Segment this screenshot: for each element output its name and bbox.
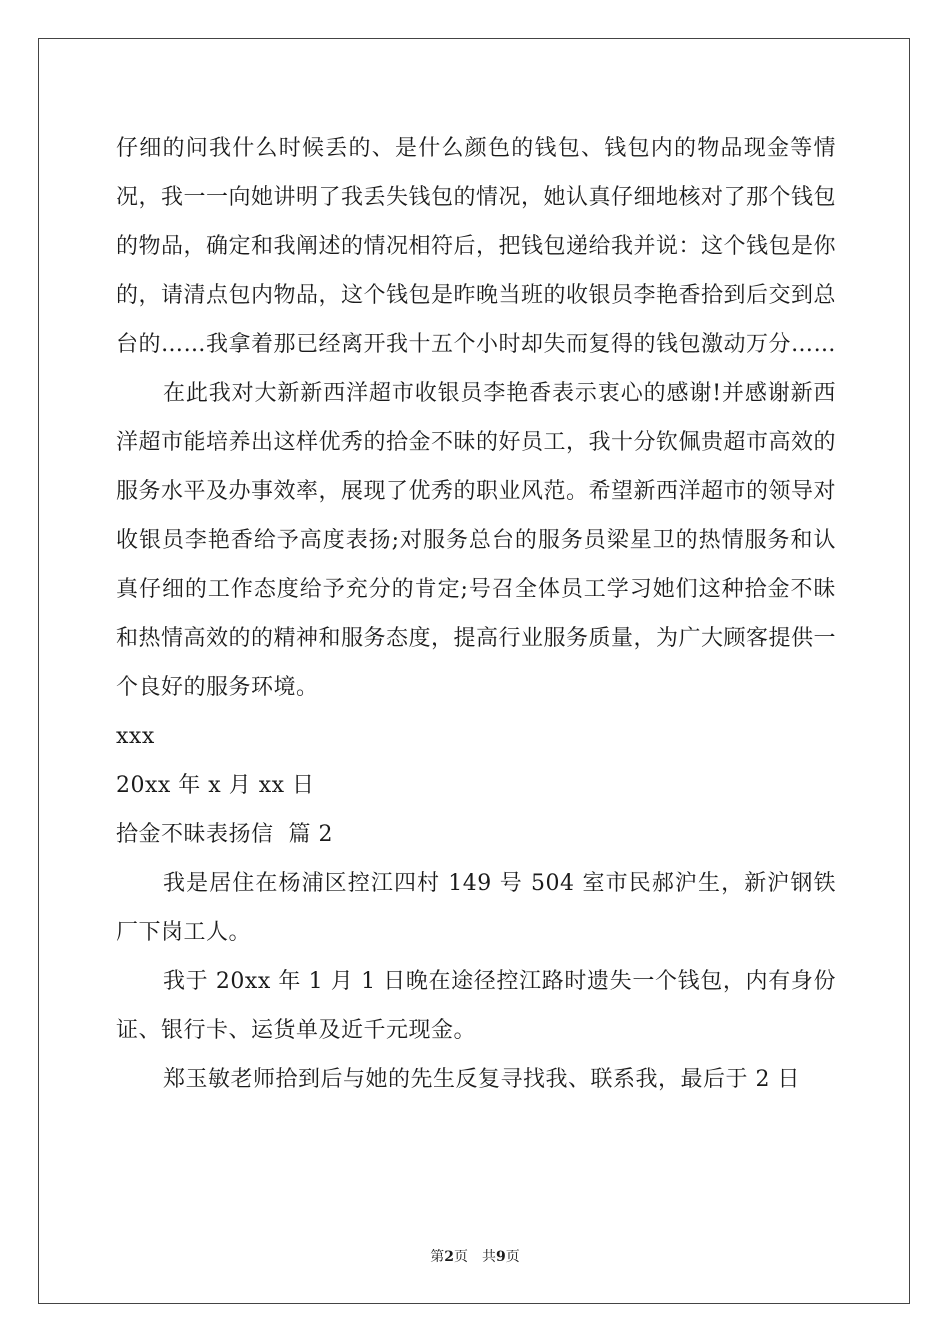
signature: xxx	[116, 724, 155, 749]
paragraph-found: 郑玉敏老师拾到后与她的先生反复寻找我、联系我，最后于 2 日	[163, 1067, 800, 1092]
document-body	[116, 124, 836, 1104]
page-prefix: 第	[430, 1249, 445, 1265]
total-pages: 9	[496, 1249, 506, 1265]
paragraph-intro: 我是居住在杨浦区控江四村 149 号 504 室市民郝沪生，新沪钢铁厂下岗工人。	[116, 871, 836, 945]
section-title: 拾金不昧表扬信 篇 2	[116, 822, 333, 847]
paragraph-continued: 仔细的问我什么时候丢的、是什么颜色的钱包、钱包内的物品现金等情况，我一一向她讲明了我丢失钱包的情况，她认真仔细地核对了那个钱包的物品，确定和我阐述的情况相符后，把钱包递给我并说：这个钱包是你的，请清点包内物品，这个钱包是昨晚当班的收银员李艳香拾到后交到总台的……我拿着那已经离开我十五个小时却失而复得的钱包激动万分……	[116, 136, 837, 357]
paragraph-thanks: 在此我对大新新西洋超市收银员李艳香表示衷心的感谢!并感谢新西洋超市能培养出这样优秀的拾金不昧的好员工，我十分钦佩贵超市高效的服务水平及办事效率，展现了优秀的职业风范。希望新西洋超市的领导对收银员李艳香给予高度表扬;对服务总台的服务员梁星卫的热情服务和认真仔细的工作态度给予充分的肯定;号召全体员工学习她们这种拾金不昧和热情高效的的精神和服务态度，提高行业服务质量，为广大顾客提供一个良好的服务环境。	[116, 381, 837, 700]
total-prefix: 共	[482, 1249, 496, 1265]
paragraph-lost-wallet: 我于 20xx 年 1 月 1 日晚在途径控江路时遗失一个钱包，内有身份证、银行卡、运货单及近千元现金。	[116, 969, 836, 1043]
page-footer	[0, 1246, 950, 1266]
page-suffix: 页	[454, 1249, 468, 1265]
date-line: 20xx 年 x 月 xx 日	[116, 773, 315, 798]
page-number: 2	[444, 1249, 454, 1265]
total-suffix: 页	[505, 1249, 520, 1265]
